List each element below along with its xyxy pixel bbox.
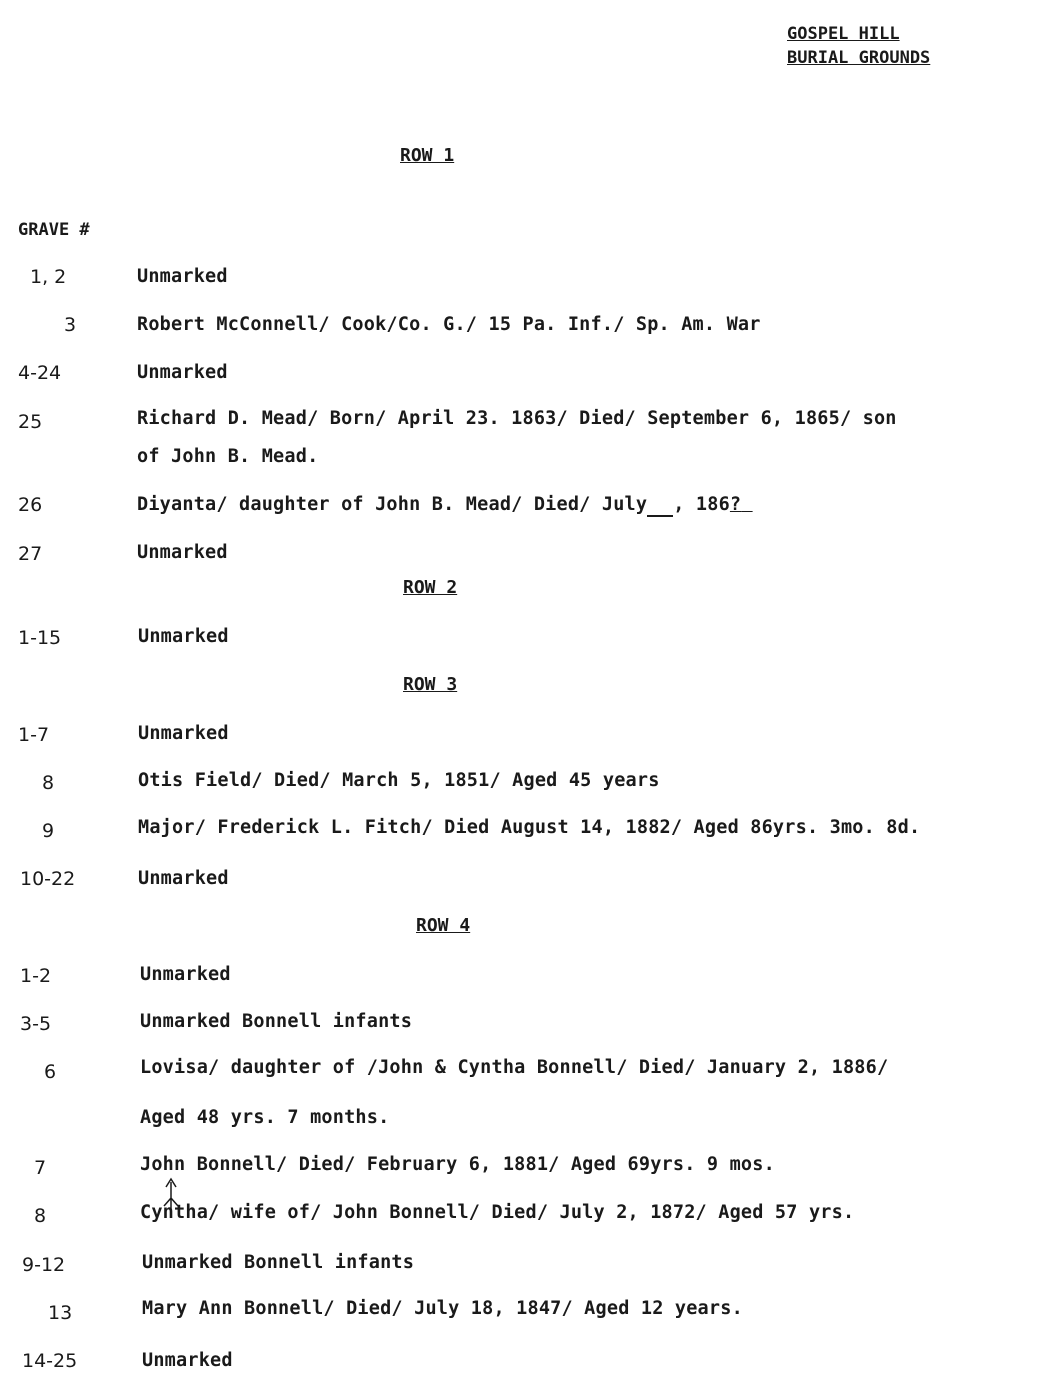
grave-inscription: Unmarked: [138, 626, 229, 647]
grave-inscription: Richard D. Mead/ Born/ April 23. 1863/ Died/ September 6, 1865/ son: [137, 408, 897, 429]
grave-inscription: [137, 494, 753, 517]
grave-inscription: Unmarked: [137, 266, 228, 287]
grave-number: 4-24: [18, 362, 62, 384]
grave-inscription: Robert McConnell/ Cook/Co. G./ 15 Pa. Inf./ Sp. Am. War: [137, 314, 761, 335]
grave-number: 1-7: [18, 724, 50, 746]
grave-inscription: Cyntha/ wife of/ John Bonnell/ Died/ July 2, 1872/ Aged 57 yrs.: [140, 1202, 855, 1223]
grave-inscription: Lovisa/ daughter of /John & Cyntha Bonnell/ Died/ January 2, 1886/: [140, 1057, 889, 1078]
grave-number: 9: [42, 820, 55, 842]
grave-inscription: Unmarked Bonnell infants: [142, 1252, 415, 1273]
row-4-heading: ROW 4: [416, 915, 471, 936]
grave-number: 14-25: [22, 1350, 78, 1372]
grave-inscription: Major/ Frederick L. Fitch/ Died August 14, 1882/ Aged 86yrs. 3mo. 8d.: [138, 817, 921, 838]
blank-line: [647, 494, 673, 517]
row-2-heading: ROW 2: [403, 577, 458, 598]
grave-inscription: Unmarked: [137, 362, 228, 383]
grave-number: 8: [42, 772, 55, 794]
header-line-1: GOSPEL HILL: [787, 24, 900, 44]
grave-number: 3-5: [20, 1013, 52, 1035]
grave-inscription: Unmarked: [138, 868, 229, 889]
grave-inscription: Unmarked: [142, 1350, 233, 1371]
grave-number: 9-12: [22, 1254, 66, 1276]
grave-number: 13: [48, 1302, 73, 1324]
grave-number: 3: [64, 314, 77, 336]
grave-inscription-continued: of John B. Mead.: [137, 446, 319, 467]
grave-number: 7: [34, 1157, 47, 1179]
header-line-2: BURIAL GROUNDS: [787, 48, 931, 68]
row-1-heading: ROW 1: [400, 145, 455, 166]
grave-number: 1, 2: [30, 266, 67, 288]
grave-inscription: Unmarked Bonnell infants: [140, 1011, 413, 1032]
grave-inscription: Otis Field/ Died/ March 5, 1851/ Aged 45 years: [138, 770, 660, 791]
grave-number: 1-15: [18, 627, 62, 649]
document-header: [787, 22, 930, 70]
grave-number: 1-2: [20, 965, 52, 987]
grave-inscription: Unmarked: [140, 964, 231, 985]
grave-number: 10-22: [20, 868, 76, 890]
blank-line: [741, 494, 752, 515]
inscription-part: Diyanta/ daughter of John B. Mead/ Died/ July: [137, 494, 648, 515]
grave-inscription: Unmarked: [137, 542, 228, 563]
inscription-part: , 186: [673, 494, 730, 515]
row-3-heading: ROW 3: [403, 674, 458, 695]
grave-inscription-continued: Aged 48 yrs. 7 months.: [140, 1107, 390, 1128]
grave-inscription: John Bonnell/ Died/ February 6, 1881/ Aged 69yrs. 9 mos.: [140, 1154, 775, 1175]
grave-number: 26: [18, 494, 43, 516]
grave-inscription: Unmarked: [138, 723, 229, 744]
uncertain-digit: ?: [729, 494, 742, 515]
grave-number: 25: [18, 411, 43, 433]
grave-number: 8: [34, 1205, 47, 1227]
grave-number-heading: GRAVE #: [18, 220, 90, 240]
grave-number: 27: [18, 543, 43, 565]
grave-inscription: Mary Ann Bonnell/ Died/ July 18, 1847/ Aged 12 years.: [142, 1298, 743, 1319]
grave-number: 6: [44, 1061, 57, 1083]
